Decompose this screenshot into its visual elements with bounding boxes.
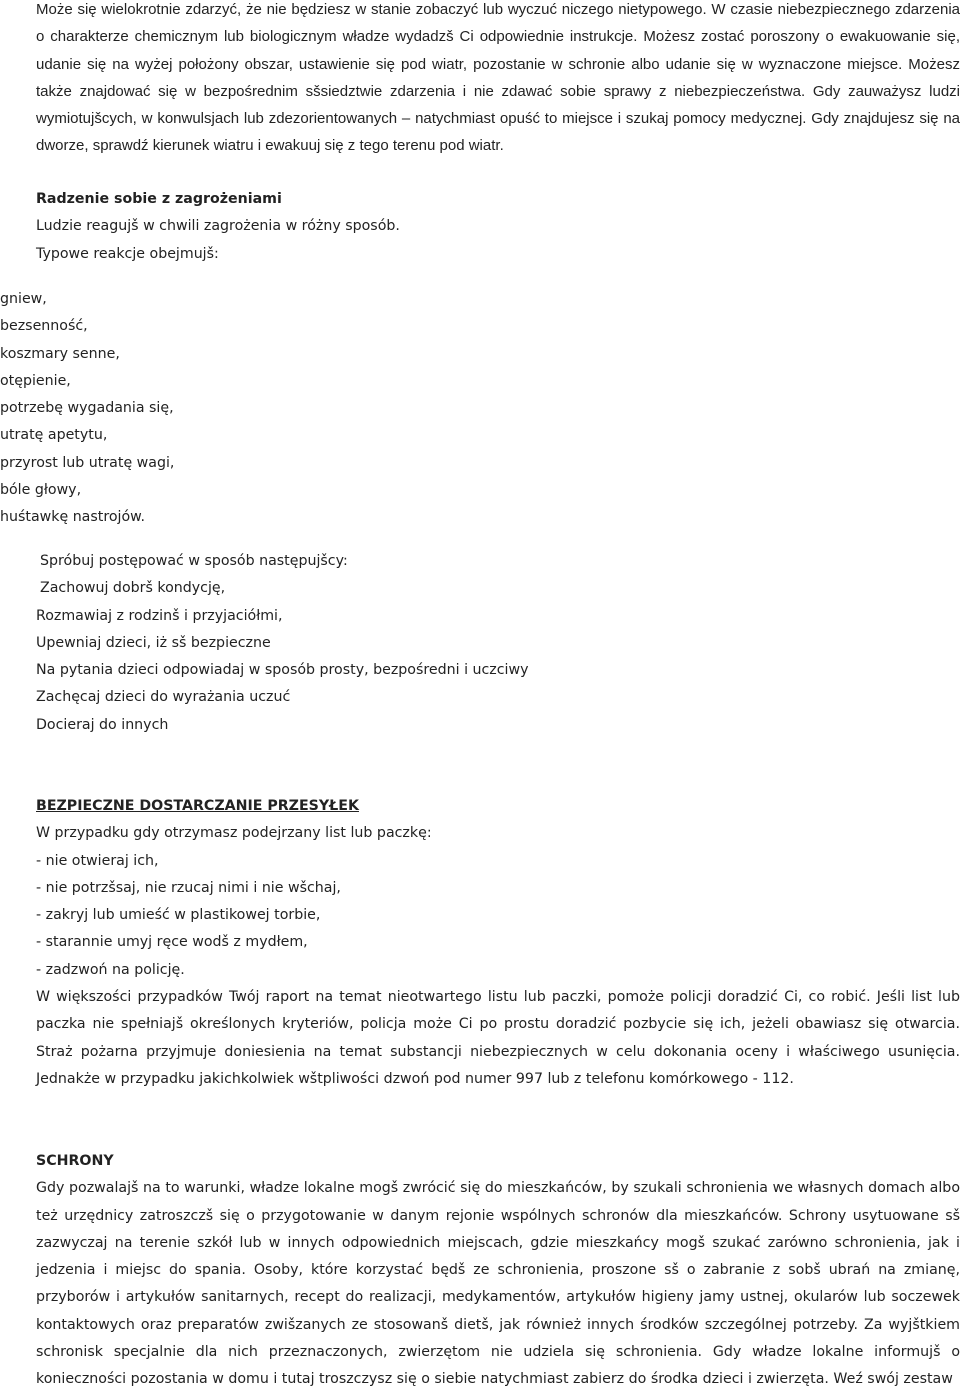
list-item: Na pytania dzieci odpowiadaj w sposób prosty, bezpośredni i uczciwy xyxy=(36,662,529,679)
list-item: - zakryj lub umieść w plastikowej torbie, xyxy=(36,907,321,924)
list-item: przyrost lub utratę wagi, xyxy=(0,454,175,471)
list-item: utratę apetytu, xyxy=(0,427,108,444)
list-item: Zachowuj dobrš kondycję, xyxy=(40,580,226,597)
list-item: potrzebę wygadania się, xyxy=(0,400,174,417)
list-item: koszmary senne, xyxy=(0,345,120,362)
advice-intro: Spróbuj postępować w sposób następujšcy: xyxy=(40,553,348,569)
mail-heading: BEZPIECZNE DOSTARCZANIE PRZESYŁEK xyxy=(36,798,359,814)
intro-sentence-a: Może się wielokrotnie zdarzyć, że nie będziesz w stanie zobaczyć lub wyczuć niczego nietypowego. W czasie niebezpiecznego zdarzenia o charakterze chemicznym lub biologicznym władze wydadzš Ci odpowiednie instrukcje. xyxy=(36,1,960,46)
list-item: - nie otwieraj ich, xyxy=(36,852,159,869)
list-item: - starannie umyj ręce wodš z mydłem, xyxy=(36,934,308,951)
list-item: gniew, xyxy=(0,291,47,307)
list-item: Zachęcaj dzieci do wyrażania uczuć xyxy=(36,689,291,706)
list-item: bezsenność, xyxy=(0,318,88,335)
list-item: Docieraj do innych xyxy=(36,716,169,733)
shelters-heading: SCHRONY xyxy=(36,1153,114,1169)
mail-section xyxy=(36,793,960,1093)
threats-line-1: Ludzie reagujš w chwili zagrożenia w różny sposób. xyxy=(36,218,400,235)
intro-sentence-b: Możesz zostać poroszony o ewakuowanie się, udanie się na wyżej położony obszar, ustawienie się pod wiatr, pozostanie w schronie albo udanie się w wyznaczone miejsce. Możesz także znajdować się w bezpośrednim sšsiedztwie zdarzenia i nie zdawać sobie sprawy z niebezpieczeństwa. Gdy zauważysz ludzi wymiotujšcych, w konwulsjach lub zdezorientowanych – natychmiast opuść to miejsce i szukaj pomocy medycznej. Gdy znajdujesz się na dworze, sprawdź kierunek wiatru i ewakuuj się z tego terenu pod wiatr. xyxy=(36,28,960,155)
reactions-list xyxy=(0,286,174,532)
advice-section xyxy=(36,548,960,739)
list-item: bóle głowy, xyxy=(0,482,82,499)
shelters-section xyxy=(36,1148,960,1394)
threats-line-2: Typowe reakcje obejmujš: xyxy=(36,245,219,262)
mail-paragraph: W większości przypadków Twój raport na temat nieotwartego listu lub paczki, pomoże policji doradzić Ci, co robić. Jeśli list lub paczka nie spełniajš określonych kryteriów, policja może Ci po prostu doradzić pozbycie się ich, jeżeli obawiasz się otwarcia. Straż pożarna przyjmuje doniesienia na temat substancji niebezpiecznych w celu dokonania oceny i właściwego usunięcia. Jednakże w przypadku jakichkolwiek wštpliwości dzwoń pod numer 997 lub z telefonu komórkowego - 112. xyxy=(36,989,960,1087)
list-item: Upewniaj dzieci, iż sš bezpieczne xyxy=(36,634,271,651)
list-item: - zadzwoń na policję. xyxy=(36,961,185,978)
intro-paragraph xyxy=(36,0,960,160)
list-item: huśtawkę nastrojów. xyxy=(0,509,145,526)
threats-section xyxy=(36,186,960,268)
shelters-paragraph: Gdy pozwalajš na to warunki, władze lokalne mogš zwrócić się do mieszkańców, by szukali schronienia we własnych domach albo też urzędnicy zatroszczš się o przygotowanie w danym rejonie wspólnych schronów dla mieszkańców. Schrony usytuowane sš zazwyczaj na terenie szkół lub w innych odpowiednich miejscach, gdzie mieszkańcy mogš szukać zarówno schronienia, jak i jedzenia i miejsc do spania. Osoby, które korzystać będš ze schronienia, proszone sš o zabranie z sobš ubrań na zmianę, przyborów i artykułów sanitarnych, recept do realizacji, medykamentów, artykułów higieny jamy ustnej, okularów lub soczewek kontaktowych oraz preparatów zwišzanych ze stosowanš dietš, jak również innych środków szczególnej potrzeby. Za wyjštkiem schronisk specjalnie dla nich przeznaczonych, zwierzętom nie udziela się schronienia. Gdy władze lokalne informujš o konieczności pozostania w domu i tutaj troszczysz się o siebie natychmiast zabierz do środka dzieci i zwierzęta. Weź swój zestaw xyxy=(36,1180,960,1388)
list-item: Rozmawiaj z rodzinš i przyjaciółmi, xyxy=(36,607,283,624)
mail-intro: W przypadku gdy otrzymasz podejrzany list lub paczkę: xyxy=(36,825,432,842)
threats-heading: Radzenie sobie z zagrożeniami xyxy=(36,191,282,207)
list-item: otępienie, xyxy=(0,372,71,389)
list-item: - nie potrzšsaj, nie rzucaj nimi i nie wšchaj, xyxy=(36,879,341,896)
